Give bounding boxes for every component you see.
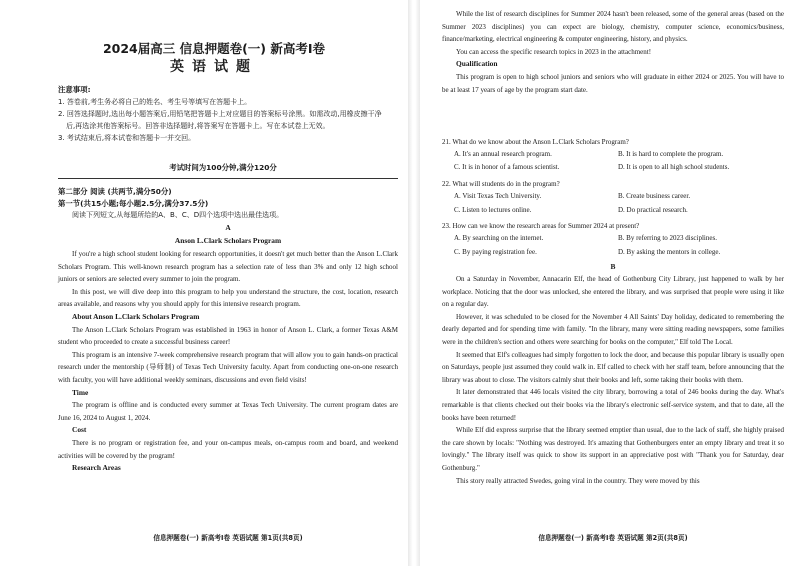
option-b: B. It is hard to complete the program. [618, 150, 724, 158]
option-c: C. By paying registration fee. [454, 248, 537, 256]
subject-title: 英语试题 [170, 59, 258, 75]
instruction: 阅读下列短文,从每题所给的A、B、C、D四个选项中选出最佳选项。 [72, 211, 284, 219]
passage-letter: A [225, 223, 231, 232]
notice-item: 2. 回答选择题时,选出每小题答案后,用铅笔把答题卡上对应题目的答案标号涂黑。如需改动,用橡皮擦干净后,再选涂其他答案标号。回答非选择题时,将答案写在答题卡上。写在本试卷上无效。 [58, 110, 382, 130]
paragraph: It seemed that Elf's colleagues had simply forgotten to lock the door, and because this popular library is usually open on Saturdays, people just assumed they could walk in. Elf called to check with her staff team, before announcing that the library was about to close. The visitors calmly shut their books and left, some taking their books with them. [442, 350, 784, 384]
option-c: C. Listen to lectures online. [454, 206, 532, 214]
passage-letter: B [610, 262, 616, 271]
paragraph: While the list of research disciplines for Summer 2024 hasn't been released, some of the general areas (based on the Summer 2023 disciplines) you can expect are biology, chemistry, computer science, economics/business, finance/marketing, electrical engineering & computer engineering, history, and physics. [442, 10, 784, 44]
heading-cost: Cost [72, 425, 87, 435]
option-d: D. It is open to all high school students. [618, 163, 730, 171]
right-page [420, 0, 792, 566]
exam-title: 2024届高三 信息押题卷(一) 新高考Ⅰ卷 [102, 41, 326, 56]
notice-item: 1. 答卷前,考生务必将自己的姓名、考生号等填写在答题卡上。 [58, 98, 252, 106]
option-d: D. Do practical research. [618, 206, 688, 214]
page-footer: 信息押题卷(一) 新高考Ⅰ卷 英语试题 第1页(共8页) [153, 534, 303, 542]
option-a: A. By searching on the internet. [454, 234, 544, 242]
paragraph: This program is open to high school juniors and seniors who will graduate in either 2024 or 2025. You will have to be at least 17 years of age by the program start date. [442, 72, 784, 94]
passage-b-body [442, 273, 784, 487]
paragraph: While Elf did express surprise that the library seemed emptier than usual, due to the lack of staff, she highly praised the care shown by locals: "Nothing was destroyed. It's amazing that Gothenburgers enter an empty library and treat it so lovingly." The library itself was quick to show its support in an appreciative post with "Thank you for Saturday, dear Gothenburg." [442, 426, 784, 472]
divider [58, 178, 398, 179]
paragraph: It later demonstrated that 446 locals visited the city library, borrowing a total of 246 books during the day. What's remarkable is that clients checked out their books via the library's electronic self-service system, and that to date, all the books have been returned! [442, 388, 784, 422]
part-title: 第二部分 阅读 (共两节,满分50分) [58, 187, 172, 196]
paragraph: In this post, we will dive deep into this program to help you understand the structure, the cost, location, research areas available, and reasons why you should apply for this intensive research program. [58, 287, 398, 309]
page-footer: 信息押题卷(一) 新高考Ⅰ卷 英语试题 第2页(共8页) [538, 534, 688, 542]
option-b: B. By referring to 2023 disciplines. [618, 234, 717, 242]
section-title: 第一节(共15小题;每小题2.5分,满分37.5分) [58, 199, 209, 208]
heading-research-areas: Research Areas [72, 463, 121, 473]
paragraph: This story really attracted Swedes, going viral in the country. They were moved by this [456, 476, 700, 485]
passage-a-body [58, 248, 398, 475]
notice-list [58, 96, 388, 144]
question-stem: 21. What do we know about the Anson L.Clark Scholars Program? [442, 138, 629, 146]
paragraph: You can access the specific research topics in 2023 in the attachment! [456, 47, 652, 56]
option-d: D. By asking the mentors in college. [618, 248, 721, 256]
passage-a-continued [442, 8, 784, 96]
heading-time: Time [72, 387, 89, 397]
question-stem: 22. What will students do in the program? [442, 180, 560, 188]
paragraph: If you're a high school student looking for research opportunities, it doesn't get much better than the Anson L.Clark Scholars Program. This well-known research program has a selection rate of less than 3% and only 12 high school juniors or seniors are selected every summer to join the program. [58, 250, 398, 284]
heading-about: About Anson L.Clark Scholars Program [72, 311, 200, 321]
option-c: C. It is in honor of a famous scientist. [454, 163, 560, 171]
notice-heading: 注意事项: [58, 85, 91, 94]
option-a: A. Visit Texas Tech University. [454, 192, 542, 200]
paragraph: The Anson L.Clark Scholars Program was established in 1963 in honor of Anson L. Clark, a former Texas A&M student who proceeded to create a successful business career! [58, 325, 398, 347]
option-a: A. It's an annual research program. [454, 150, 552, 158]
question-stem: 23. How can we know the research areas for Summer 2024 at present? [442, 222, 640, 230]
paragraph: However, it was scheduled to be closed for the November 4 All Saints' Day holiday, dedicated to remembering the dearly departed and for spending time with family. "In the library, many were sitting reading newspapers, some families were in the children's section and others were searching for books on the computer," Elf told The Local. [442, 312, 784, 346]
exam-info: 考试时间为100分钟,满分120分 [169, 163, 277, 172]
heading-qualification: Qualification [456, 59, 498, 69]
book-spine [408, 0, 420, 566]
paragraph: On a Saturday in November, Annacarin Elf, the head of Gothenburg City Library, just happened to walk by her workplace. Noticing that the door was unlocked, she entered the library, and was surprised that people were using it like on a regular day. [442, 275, 784, 309]
paragraph: This program is an intensive 7-week comprehensive research program that will allow you to gain hands-on practical research under the mentorship (导师制) of Texas Tech University faculty. Apart from conducting one-on-one research with faculty, you will have additional weekly seminars, discussions and even field visits! [58, 350, 398, 384]
option-b: B. Create business career. [618, 192, 691, 200]
paragraph: The program is offline and is conducted every summer at Texas Tech University. The current program dates are June 16, 2024 to August 1, 2024. [58, 401, 398, 422]
passage-title: Anson L.Clark Scholars Program [174, 236, 282, 245]
paragraph: There is no program or registration fee, and your on-campus meals, on-campus room and board, and weekend activities will be covered by the program! [58, 438, 398, 460]
notice-item: 3. 考试结束后,将本试卷和答题卡一并交回。 [58, 134, 196, 142]
